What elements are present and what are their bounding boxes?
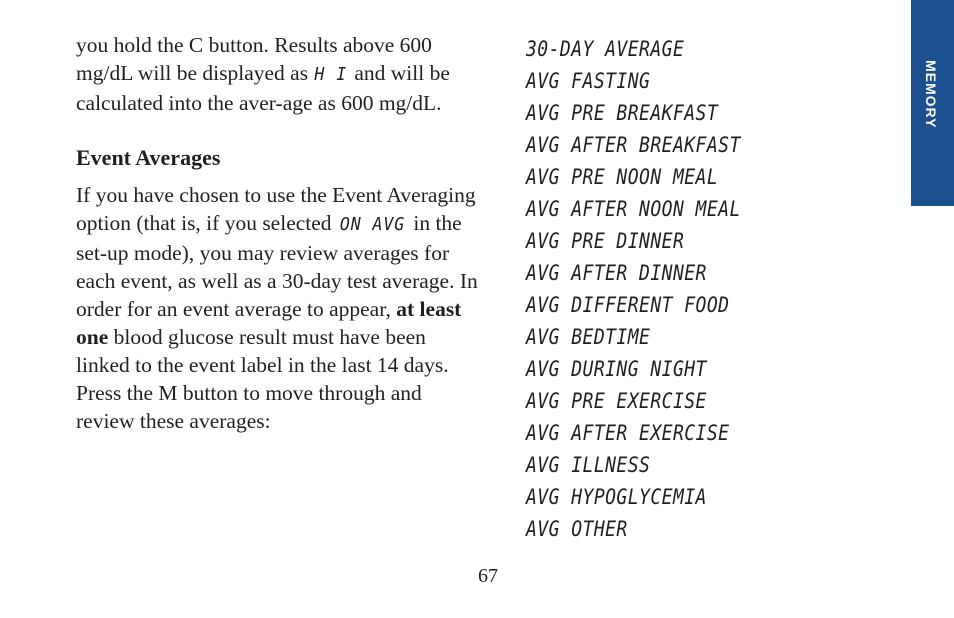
event-text-3: blood glucose result must have been linked to the event label in the last 14 days. Press the M button to move through and review these averages:	[76, 325, 449, 433]
average-item-pre-dinner: AVG PRE DINNER	[526, 229, 685, 253]
average-item-fasting: AVG FASTING	[526, 69, 651, 93]
event-text-1: If you have chosen to use the Event Averaging option (that is, if you selected	[76, 183, 476, 235]
event-text-2: in the set-up mode), you may review averages for each event, as well as a 30-day test average. In order for an event average to appear,	[76, 211, 478, 321]
average-item-hypoglycemia: AVG HYPOGLYCEMIA	[526, 485, 707, 509]
on-avg-lcd-display: ON AVG	[339, 214, 406, 235]
intro-paragraph	[76, 31, 481, 117]
average-item-after-breakfast: AVG AFTER BREAKFAST	[526, 133, 741, 157]
average-item-pre-breakfast: AVG PRE BREAKFAST	[526, 101, 719, 125]
hi-lcd-display: H I	[314, 64, 348, 85]
averages-list	[526, 33, 896, 545]
emphasis-at-least-one: at least one	[76, 297, 462, 349]
intro-text-1: you hold the C button. Results above 600 mg/dL will be displayed as	[76, 33, 432, 85]
average-item-other: AVG OTHER	[526, 517, 628, 541]
average-item-pre-noon-meal: AVG PRE NOON MEAL	[526, 165, 719, 189]
average-item-after-dinner: AVG AFTER DINNER	[526, 261, 707, 285]
average-item-illness: AVG ILLNESS	[526, 453, 651, 477]
average-item-during-night: AVG DURING NIGHT	[526, 357, 707, 381]
average-item-pre-exercise: AVG PRE EXERCISE	[526, 389, 707, 413]
average-item-after-noon-meal: AVG AFTER NOON MEAL	[526, 197, 741, 221]
average-item-different-food: AVG DIFFERENT FOOD	[526, 293, 730, 317]
page-number: 67	[478, 565, 498, 587]
left-column	[76, 31, 481, 435]
average-item-bedtime: AVG BEDTIME	[526, 325, 651, 349]
average-item-30-day: 30-DAY AVERAGE	[526, 37, 685, 61]
intro-text-2: and will be calculated into the aver-age as 600 mg/dL.	[76, 61, 450, 115]
average-item-after-exercise: AVG AFTER EXERCISE	[526, 421, 730, 445]
section-tab-label: MEMORY	[923, 60, 939, 129]
event-averages-paragraph	[76, 181, 481, 435]
section-heading: Event Averages	[76, 145, 221, 170]
